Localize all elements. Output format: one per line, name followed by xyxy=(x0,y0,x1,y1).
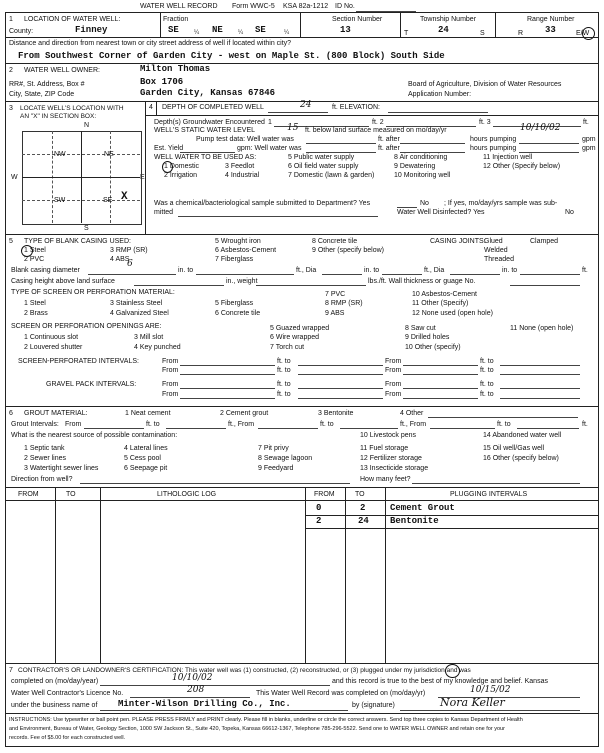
opening-3[interactable]: 3 Mill slot xyxy=(134,334,164,341)
section-5-number: 5 xyxy=(9,238,13,245)
chem-date-label: ; If yes, mo/day/yrs sample was sub- xyxy=(444,200,558,207)
grout-4[interactable]: 4 Other xyxy=(400,410,424,417)
instructions-line-3: records. Fee of $5.00 for each constructed well. xyxy=(9,735,126,741)
section-number-value[interactable]: 13 xyxy=(340,25,351,35)
yield-gpm: gpm xyxy=(582,145,596,152)
gravel-ftto-2: ft. to xyxy=(480,381,494,388)
certification-line-2: and this record is true to the best of my knowledge and belief. Kansas xyxy=(332,678,548,685)
gravel-from-4: From xyxy=(385,391,402,398)
joints-label: CASING JOINTS: xyxy=(430,238,486,245)
contam-3[interactable]: 3 Watertight sewer lines xyxy=(24,465,99,472)
business-value[interactable]: Minter-Wilson Drilling Co., Inc. xyxy=(118,699,291,709)
range-prefix: R xyxy=(518,30,524,37)
section-1-number: 1 xyxy=(9,16,13,23)
address-label: RR#, St. Address, Box # xyxy=(9,81,85,88)
use-label: WELL WATER TO BE USED AS: xyxy=(154,154,257,161)
screen-4[interactable]: 4 Galvanized Steel xyxy=(110,310,169,317)
diameter-in-to-2: in. to xyxy=(364,267,380,274)
section-number-label: Section Number xyxy=(332,16,383,23)
grout-3[interactable]: 3 Bentonite xyxy=(318,410,354,417)
opening-6[interactable]: 6 Wire wrapped xyxy=(270,334,320,341)
diameter-in-to-1: in. to xyxy=(178,267,194,274)
log-header-to-2: TO xyxy=(355,491,365,498)
depth-value[interactable]: 24 xyxy=(300,100,312,110)
opening-2[interactable]: 2 Louvered shutter xyxy=(24,344,83,351)
log-header-lithologic: LITHOLOGIC LOG xyxy=(157,491,217,498)
section-2-number: 2 xyxy=(9,67,13,74)
use-9[interactable]: 9 Dewatering xyxy=(394,163,436,170)
gw-3: ft. 3 xyxy=(479,119,491,126)
opening-1[interactable]: 1 Continuous slot xyxy=(24,334,79,341)
use-11[interactable]: 11 Injection well xyxy=(483,154,533,161)
perf-from-1: From xyxy=(162,358,179,365)
locate-label-2: AN "X" IN SECTION BOX: xyxy=(20,113,97,120)
use-7[interactable]: 7 Domestic (lawn & garden) xyxy=(288,172,375,179)
use-10[interactable]: 10 Monitoring well xyxy=(394,172,451,179)
county-value[interactable]: Finney xyxy=(75,25,108,35)
use-12[interactable]: 12 Other (Specify below) xyxy=(483,163,561,170)
business-label: under the business name of xyxy=(11,702,98,709)
joint-threaded[interactable]: Threaded xyxy=(484,256,514,263)
grout-label: GROUT MATERIAL: xyxy=(24,410,88,417)
gw-2: ft. 2 xyxy=(372,119,384,126)
casing-5[interactable]: 5 Wrought iron xyxy=(215,238,261,245)
quarter-1: ¼ xyxy=(194,30,200,36)
perf-from-3: From xyxy=(162,367,179,374)
township-value[interactable]: 24 xyxy=(438,25,449,35)
diameter-ft-dia-1: ft., Dia xyxy=(296,267,317,274)
plug-row-2-desc[interactable]: Bentonite xyxy=(390,516,439,526)
id-label: ID No. xyxy=(335,3,355,10)
license-label: Water Well Contractor's Licence No. xyxy=(11,690,124,697)
diameter-in-to-3: in. to xyxy=(502,267,518,274)
diameter-label: Blank casing diameter xyxy=(11,267,80,274)
grout-ftfrom-2: ft., From xyxy=(400,421,427,428)
grout-ft: ft. xyxy=(582,421,588,428)
quarter-2: ¼ xyxy=(238,30,244,36)
chem-sample-label: Was a chemical/bacteriological sample submitted to Department? Yes xyxy=(154,200,371,207)
range-label: Range Number xyxy=(527,16,575,23)
use-8[interactable]: 8 Air conditioning xyxy=(394,154,448,161)
casing-8[interactable]: 8 Concrete tile xyxy=(312,238,358,245)
screen-6[interactable]: 6 Concrete tile xyxy=(215,310,261,317)
record-completed-date[interactable]: 10/15/02 xyxy=(470,685,511,695)
contam-2[interactable]: 2 Sewer lines xyxy=(24,455,67,462)
pump-after: ft. after xyxy=(378,136,400,143)
pump-test-label: Pump test data: Well water was xyxy=(196,136,294,143)
plug-row-2-to[interactable]: 24 xyxy=(358,516,369,526)
contam-4[interactable]: 4 Lateral lines xyxy=(124,445,168,452)
township-suffix: S xyxy=(480,30,485,37)
height-weight: in., weight xyxy=(226,278,258,285)
grout-intervals-label: Grout Intervals: xyxy=(11,421,59,428)
gw-end: ft. xyxy=(583,119,589,126)
quadrant-ne: NE xyxy=(104,151,114,158)
compass-e: E xyxy=(140,174,145,181)
range-suffix: E/W xyxy=(576,30,590,37)
city-value[interactable]: Garden City, Kansas 67846 xyxy=(140,88,276,98)
screen-3[interactable]: 3 Stainless Steel xyxy=(110,300,163,307)
grout-ftto-1: ft. to xyxy=(146,421,160,428)
how-many-feet-label: How many feet? xyxy=(360,476,411,483)
opening-11[interactable]: 11 None (open hole) xyxy=(510,325,574,332)
compass-w: W xyxy=(11,174,18,181)
screen-12[interactable]: 12 None used (open hole) xyxy=(412,310,493,317)
groundwater-label: Depth(s) Groundwater Encountered xyxy=(154,119,265,126)
chem-no[interactable]: No xyxy=(420,200,429,207)
joint-welded[interactable]: Welded xyxy=(484,247,508,254)
perf-from-4: From xyxy=(385,367,402,374)
gravel-ftto-1: ft. to xyxy=(277,381,291,388)
log-header-from: FROM xyxy=(18,491,39,498)
diameter-ft: ft. xyxy=(582,267,588,274)
perf-intervals-label: SCREEN-PERFORATED INTERVALS: xyxy=(18,358,139,365)
joint-clamped[interactable]: Clamped xyxy=(530,238,559,245)
plugged-circle xyxy=(445,664,460,678)
perf-from-2: From xyxy=(385,358,402,365)
casing-7[interactable]: 7 Fiberglass xyxy=(215,256,254,263)
township-prefix: T xyxy=(404,30,409,37)
casing-3[interactable]: 3 RMP (SR) xyxy=(110,247,148,254)
contam-13[interactable]: 13 Insecticide storage xyxy=(360,465,429,472)
opening-5[interactable]: 5 Guazed wrapped xyxy=(270,325,330,332)
perf-ftto-1: ft. to xyxy=(277,358,291,365)
static-level-date[interactable]: 10/10/02 xyxy=(520,123,561,133)
section-box[interactable] xyxy=(22,131,142,225)
board-label: Board of Agriculture, Division of Water Resources xyxy=(408,81,562,88)
gravel-from-2: From xyxy=(385,381,402,388)
contam-6[interactable]: 6 Seepage pit xyxy=(124,465,168,472)
gravel-from-1: From xyxy=(162,381,179,388)
range-value[interactable]: 33 xyxy=(545,25,556,35)
pump-gpm: gpm xyxy=(582,136,596,143)
height-label: Casing height above land surface xyxy=(11,278,115,285)
section-7-number: 7 xyxy=(9,667,13,674)
opening-9[interactable]: 9 Drilled holes xyxy=(405,334,450,341)
direction-label: Direction from well? xyxy=(11,476,73,483)
distance-label: Distance and direction from nearest town or city street address of well if located within city? xyxy=(9,40,292,47)
quadrant-sw: SW xyxy=(54,197,66,204)
gravel-ftto-3: ft. to xyxy=(277,391,291,398)
openings-label: SCREEN OR PERFORATION OPENINGS ARE: xyxy=(11,323,162,330)
signature-value[interactable]: Nora Keller xyxy=(440,696,505,709)
yield-hours: hours pumping xyxy=(470,145,517,152)
certification-line-1: CONTRACTOR'S OR LANDOWNER'S CERTIFICATION: This water well was (1) constructed, (2) reconstructed, or (3) plugged under my jurisdiction and was xyxy=(18,667,471,674)
perf-ftto-4: ft. to xyxy=(480,367,494,374)
contam-10[interactable]: 10 Livestock pens xyxy=(360,432,417,439)
use-2[interactable]: 2 Irrigation xyxy=(164,172,198,179)
compass-n: N xyxy=(84,122,90,129)
fraction-q3[interactable]: SE xyxy=(255,25,266,35)
perf-ftto-3: ft. to xyxy=(277,367,291,374)
log-header-plugging: PLUGGING INTERVALS xyxy=(450,491,528,498)
owner-value[interactable]: Milton Thomas xyxy=(140,64,211,74)
use-5[interactable]: 5 Public water supply xyxy=(288,154,355,161)
quarter-3: ¼ xyxy=(284,30,290,36)
contam-5[interactable]: 5 Cess pool xyxy=(124,455,161,462)
plug-row-1-desc[interactable]: Cement Grout xyxy=(390,503,455,513)
owner-label: WATER WELL OWNER: xyxy=(24,67,100,74)
range-w-circle xyxy=(582,27,595,40)
diameter-value[interactable]: 6 xyxy=(127,259,133,269)
use-1[interactable]: 1 Domestic xyxy=(164,163,200,170)
grout-ftto-3: ft. to xyxy=(497,421,511,428)
grout-1[interactable]: 1 Neat cement xyxy=(125,410,171,417)
record-completed-label: This Water Well Record was completed on (mo/day/yr) xyxy=(256,690,426,697)
contam-16[interactable]: 16 Other (specify below) xyxy=(483,455,559,462)
location-label: LOCATION OF WATER WELL: xyxy=(24,16,121,23)
contam-11[interactable]: 11 Fuel storage xyxy=(360,445,409,452)
yield-after: ft. after xyxy=(378,145,400,152)
gw-1: 1 xyxy=(268,119,272,126)
use-3[interactable]: 3 Feedlot xyxy=(225,163,255,170)
gravel-from-3: From xyxy=(162,391,179,398)
static-level-label: WELL'S STATIC WATER LEVEL xyxy=(154,127,256,134)
application-number-label: Application Number: xyxy=(408,91,472,98)
yield-label: Est. Yield xyxy=(154,145,184,152)
contam-12[interactable]: 12 Fertilizer storage xyxy=(360,455,422,462)
log-header-to: TO xyxy=(66,491,76,498)
gravel-ftto-4: ft. to xyxy=(480,391,494,398)
city-label: City, State, ZIP Code xyxy=(9,91,75,98)
distance-value[interactable]: From Southwest Corner of Garden City - west on Maple St. (800 Block) South Side xyxy=(18,51,445,61)
quadrant-se: SE xyxy=(103,197,113,204)
location-x-mark[interactable]: X xyxy=(121,191,128,203)
fraction-q1[interactable]: SE xyxy=(168,25,179,35)
opening-4[interactable]: 4 Key punched xyxy=(134,344,181,351)
section-6-number: 6 xyxy=(9,410,13,417)
county-label: County: xyxy=(9,28,34,35)
diameter-ft-dia-2: ft., Dia xyxy=(424,267,445,274)
contam-8[interactable]: 8 Sewage lagoon xyxy=(258,455,313,462)
static-level-value[interactable]: 15 xyxy=(287,123,299,133)
opening-8[interactable]: 8 Saw cut xyxy=(405,325,436,332)
screen-7[interactable]: 7 PVC xyxy=(325,291,346,298)
locate-label-1: LOCATE WELL'S LOCATION WITH xyxy=(20,105,124,112)
chem-submitted: mitted xyxy=(154,209,174,216)
township-label: Township Number xyxy=(420,16,477,23)
use-4[interactable]: 4 Industrial xyxy=(225,172,260,179)
screen-9[interactable]: 9 ABS xyxy=(325,310,345,317)
section-3-number: 3 xyxy=(9,105,13,112)
disinfected-label: Water Well Disinfected? Yes xyxy=(397,209,485,216)
casing-4[interactable]: 4 ABS xyxy=(110,256,130,263)
contam-7[interactable]: 7 Pit privy xyxy=(258,445,289,452)
static-level-mid: ft. below land surface measured on mo/day/yr xyxy=(305,127,447,134)
screen-8[interactable]: 8 RMP (SR) xyxy=(325,300,363,307)
form-number: Form WWC-5 xyxy=(232,3,275,10)
log-header-from-2: FROM xyxy=(314,491,335,498)
plug-row-2-from[interactable]: 2 xyxy=(316,516,322,526)
joint-glued[interactable]: Glued xyxy=(484,238,503,245)
screen-10[interactable]: 10 Asbestos-Cement xyxy=(412,291,477,298)
pump-hours: hours pumping xyxy=(470,136,517,143)
casing-9[interactable]: 9 Other (specify below) xyxy=(312,247,384,254)
grout-2[interactable]: 2 Cement grout xyxy=(220,410,269,417)
contam-15[interactable]: 15 Oil well/Gas well xyxy=(483,445,545,452)
perf-ftto-2: ft. to xyxy=(480,358,494,365)
casing-label: TYPE OF BLANK CASING USED: xyxy=(24,238,131,245)
casing-6[interactable]: 6 Asbestos-Cement xyxy=(215,247,277,254)
form-title: WATER WELL RECORD xyxy=(140,3,218,10)
screen-1[interactable]: 1 Steel xyxy=(24,300,46,307)
fraction-label: Fraction xyxy=(163,16,189,23)
depth-label: DEPTH OF COMPLETED WELL xyxy=(162,104,264,111)
plug-row-1-from[interactable]: 0 xyxy=(316,503,322,513)
depth-unit: ft. ELEVATION: xyxy=(332,104,380,111)
signature-label: by (signature) xyxy=(352,702,395,709)
yield-mid: gpm: Well water was xyxy=(237,145,302,152)
casing-2[interactable]: 2 PVC xyxy=(24,256,45,263)
screen-2[interactable]: 2 Brass xyxy=(24,310,48,317)
form-frame xyxy=(5,12,599,747)
plug-row-1-to[interactable]: 2 xyxy=(360,503,366,513)
grout-from-1: From xyxy=(65,421,82,428)
contam-14[interactable]: 14 Abandoned water well xyxy=(483,432,562,439)
casing-1[interactable]: 1 Steel xyxy=(24,247,46,254)
license-value[interactable]: 208 xyxy=(187,685,205,695)
contamination-label: What is the nearest source of possible contamination: xyxy=(11,432,178,439)
contam-9[interactable]: 9 Feedyard xyxy=(258,465,294,472)
address-value[interactable]: Box 1706 xyxy=(140,77,184,87)
disinfected-no[interactable]: No xyxy=(565,209,574,216)
height-lbs: lbs./ft. Wall thickness or guage No. xyxy=(368,278,476,285)
instructions-line-2: and Environment, Bureau of Water, Geology Section, 1000 SW Jackson St., Suite 420, Topeka, Kansas 66612-1367, Telephone 785-296-5522. Send one to WATER WELL OWNER and retain one for your xyxy=(9,726,505,732)
screen-5[interactable]: 5 Fiberglass xyxy=(215,300,254,307)
use-6[interactable]: 6 Oil field water supply xyxy=(288,163,359,170)
screen-label: TYPE OF SCREEN OR PERFORATION MATERIAL: xyxy=(11,289,175,296)
quadrant-nw: NW xyxy=(54,151,66,158)
completed-date[interactable]: 10/10/02 xyxy=(172,673,213,683)
grout-ftfrom-1: ft., From xyxy=(228,421,255,428)
compass-s: S xyxy=(84,225,89,232)
instructions-line-1: INSTRUCTIONS: Use typewriter or ball point pen. PLEASE PRESS FIRMLY and PRINT clearly. Please fill in blanks, underline or circle the correct answers. Send top three copies to Kansas Department of Health xyxy=(9,717,523,723)
contam-1[interactable]: 1 Septic tank xyxy=(24,445,65,452)
ksa-number: KSA 82a-1212 xyxy=(283,3,329,10)
section-4-number: 4 xyxy=(149,104,153,111)
opening-10[interactable]: 10 Other (specify) xyxy=(405,344,461,351)
fraction-q2[interactable]: NE xyxy=(212,25,223,35)
completed-label: completed on (mo/day/year) xyxy=(11,678,99,685)
gravel-intervals-label: GRAVEL PACK INTERVALS: xyxy=(46,381,137,388)
grout-ftto-2: ft. to xyxy=(320,421,334,428)
opening-7[interactable]: 7 Torch cut xyxy=(270,344,305,351)
screen-11[interactable]: 11 Other (Specify) xyxy=(412,300,469,307)
